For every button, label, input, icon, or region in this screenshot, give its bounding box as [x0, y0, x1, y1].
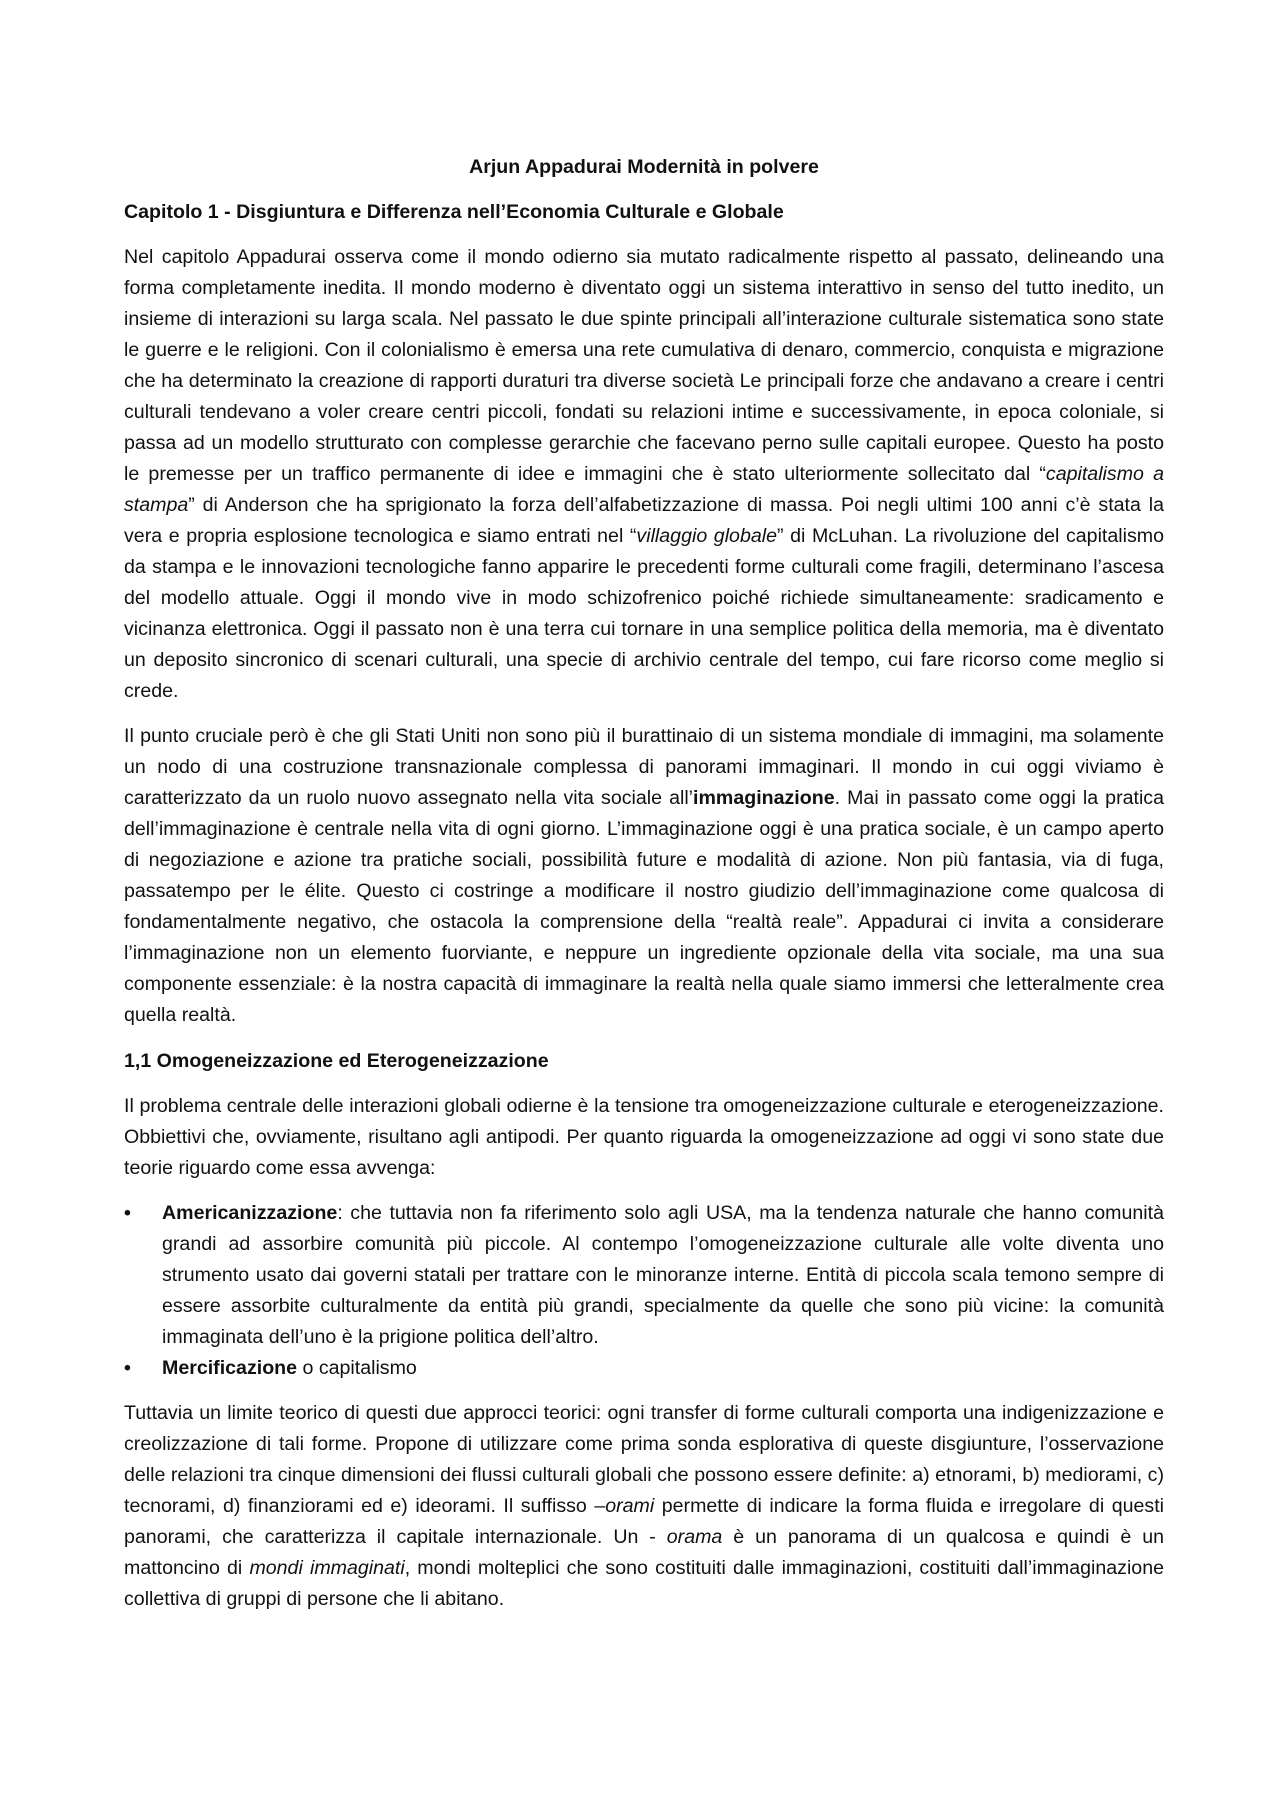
list-item: [124, 1353, 1164, 1384]
text-run: , mondi molteplici che sono costituiti dalle immaginazioni, costituiti dall’immaginazione collettiva di gruppi di persone che li abitano.: [124, 1557, 1164, 1610]
italic-term: orama: [666, 1526, 723, 1548]
text-run: . Mai in passato come oggi la pratica dell’immaginazione è centrale nella vita di ogni giorno. L’immaginazione oggi è una pratica sociale, è un campo aperto di negoziazione e azione tra pratiche sociali, possibilità future e modalità di azione. Non più fantasia, via di fuga, passatempo per le élite. Questo ci costringe a modificare il nostro giudizio dell’immaginazione come qualcosa di fondamentalmente negativo, che ostacola la comprensione della “realtà reale”. Appadurai ci invita a considerare l’immaginazione non un elemento fuorviante, e neppure un ingrediente opzionale della vita sociale, ma una sua componente essenziale: è la nostra capacità di immaginare la realtà nella quale siamo immersi che letteralmente crea quella realtà.: [124, 787, 1164, 1026]
section-heading: 1,1 Omogeneizzazione ed Eterogeneizzazione: [124, 1050, 549, 1072]
text-run: Nel capitolo Appadurai osserva come il mondo odierno sia mutato radicalmente rispetto al passato, delineando una forma completamente inedita. Il mondo moderno è diventato oggi un sistema interattivo in senso del tutto inedito, un insieme di interazioni su larga scala. Nel passato le due spinte principali all’interazione culturale sistematica sono state le guerre e le religioni. Con il colonialismo è emersa una rete cumulativa di denaro, commercio, conquista e migrazione che ha determinato la creazione di rapporti duraturi tra diverse società Le principali forze che andavano a creare i centri culturali tendevano a voler creare centri piccoli, fondati su relazioni intime e successivamente, in epoca coloniale, si passa ad un modello strutturato con complesse gerarchie che facevano perno sulle capitali europee. Questo ha posto le premesse per un traffico permanente di idee e immagini che è stato ulteriormente sollecitato dal “: [124, 246, 1164, 485]
text-run: Il punto cruciale però è che gli Stati Uniti non sono più il burattinaio di un sistema mondiale di immagini, ma solamente un nodo di una costruzione transnazionale complessa di panorami immaginari. Il mondo in cui oggi viviamo è caratterizzato da un ruolo nuovo assegnato nella vita sociale all’: [124, 725, 1164, 809]
bullet-icon: •: [124, 1202, 131, 1224]
text-run: è un panorama di un qualcosa e quindi è un mattoncino di: [124, 1526, 1164, 1579]
text-run: o capitalismo: [297, 1357, 417, 1379]
paragraph-intro: [124, 242, 1164, 707]
chapter-heading: Capitolo 1 - Disgiuntura e Differenza nell’Economia Culturale e Globale: [124, 201, 784, 223]
document-title: Arjun Appadurai Modernità in polvere: [469, 156, 819, 178]
paragraph-scapes: [124, 1398, 1164, 1615]
bullet-icon: •: [124, 1357, 131, 1379]
paragraph-imagination: [124, 721, 1164, 1031]
bold-term: immaginazione: [693, 787, 835, 809]
italic-term: villaggio globale: [636, 525, 778, 547]
text-run: : che tuttavia non fa riferimento solo agli USA, ma la tendenza naturale che hanno comunità grandi ad assorbire comunità più piccole. Al contempo l’omogeneizzazione culturale alle volte diventa uno strumento usato dai governi statali per trattare con le minoranze interne. Entità di piccola scala temono sempre di essere assorbite culturalmente da entità più grandi, specialmente da quelle che sono più vicine: la comunità immaginata dell’uno è la prigione politica dell’altro.: [162, 1202, 1164, 1348]
italic-term: capitalismo a stampa: [124, 463, 1164, 516]
text-run: ” di McLuhan. La rivoluzione del capitalismo da stampa e le innovazioni tecnologiche fanno apparire le precedenti forme culturali come fragili, determinano l’ascesa del modello attuale. Oggi il mondo vive in modo schizofrenico poiché richiede simultaneamente: sradicamento e vicinanza elettronica. Oggi il passato non è una terra cui tornare in una semplice politica della memoria, ma è diventato un deposito sincronico di scenari culturali, una specie di archivio centrale del tempo, cui fare ricorso come meglio si crede.: [124, 525, 1164, 702]
text-run: Tuttavia un limite teorico di questi due approcci teorici: ogni transfer di forme culturali comporta una indigenizzazione e creolizzazione di tali forme. Propone di utilizzare come prima sonda esplorativa di queste disgiunture, l’osservazione delle relazioni tra cinque dimensioni dei flussi culturali globali che possono essere definite: a) etnorami, b) mediorami, c) tecnorami, d) finanziorami ed e) ideorami. Il suffisso: [124, 1402, 1164, 1517]
bold-term: Americanizzazione: [162, 1202, 338, 1224]
text-run: ” di Anderson che ha sprigionato la forza dell’alfabetizzazione di massa. Poi negli ultimi 100 anni c’è stata la vera e propria esplosione tecnologica e siamo entrati nel “: [124, 494, 1164, 547]
bullet-list: [124, 1198, 1164, 1384]
document-page: [124, 150, 1164, 1629]
list-item: [124, 1198, 1164, 1353]
bold-term: Mercificazione: [162, 1357, 298, 1379]
paragraph-homogenization: Il problema centrale delle interazioni globali odierne è la tensione tra omogeneizzazione culturale e eterogeneizzazione. Obbiettivi che, ovviamente, risultano agli antipodi. Per quanto riguarda la omogeneizzazione ad oggi vi sono state due teorie riguardo come essa avvenga:: [124, 1095, 1164, 1179]
italic-term: –orami: [594, 1495, 655, 1517]
italic-term: mondi immaginati: [249, 1557, 405, 1579]
text-run: permette di indicare la forma fluida e irregolare di questi panorami, che caratterizza il capitale internazionale. Un -: [124, 1495, 1164, 1548]
